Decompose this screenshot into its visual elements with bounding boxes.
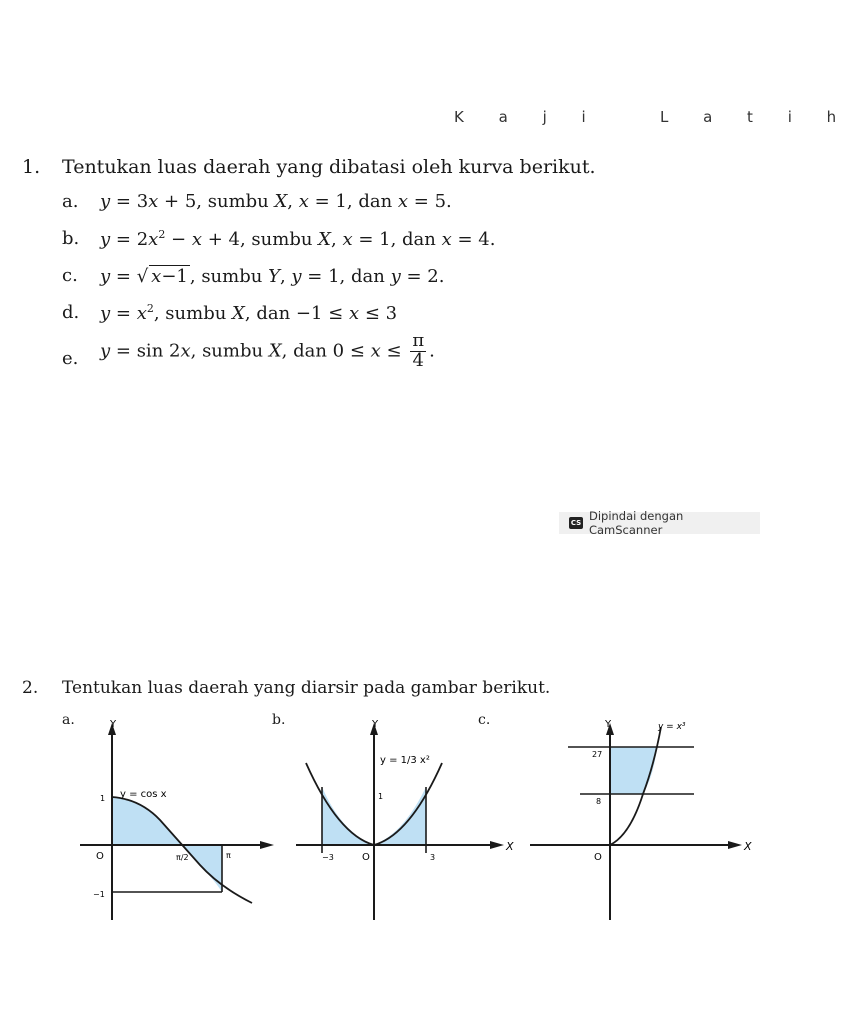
graph-c-curve-label: y = x³ <box>658 722 686 732</box>
graph-c-tick-8: 8 <box>596 797 602 806</box>
graph-c-tick-27: 27 <box>592 750 603 759</box>
graph-b-x-label: X <box>506 840 514 853</box>
graph-c-label: c. <box>478 712 491 728</box>
graph-a-tick-pi: π <box>226 851 231 860</box>
graph-b-x-arrow-icon <box>490 841 504 849</box>
graph-b-tick-neg3: −3 <box>322 853 334 862</box>
q1-item-b: $y = 2x^2 - x + 4$, sumbu X, x = 1, dan x = 4. <box>100 228 496 250</box>
question-1-number: 1. <box>22 156 41 178</box>
question-1-text: Tentukan luas daerah yang dibatasi oleh kurva berikut. <box>62 156 596 178</box>
graph-b-tick-3: 3 <box>430 853 436 862</box>
graph-b-tick-1: 1 <box>378 792 384 801</box>
graph-b-curve-label: y = 1/3 x² <box>380 755 430 766</box>
question-2-text: Tentukan luas daerah yang diarsir pada gambar berikut. <box>62 678 551 698</box>
graph-b-origin: O <box>362 852 370 863</box>
graph-a-shaded-region-positive <box>112 797 182 845</box>
graph-c-cubic <box>530 715 762 925</box>
q1-item-letter: b. <box>62 228 80 249</box>
graph-a-origin: O <box>96 851 104 862</box>
q1-item-d: $y = x^2$, sumbu X, dan −1 ≤ x ≤ 3 <box>100 302 398 324</box>
graph-c-y-label: Y <box>605 719 612 730</box>
graph-b-parabola <box>292 715 522 925</box>
q1-item-c: y = √ x−1 , sumbu Y, y = 1, dan y = 2. <box>100 266 445 287</box>
graph-a-label: a. <box>62 712 75 728</box>
graph-b-label: b. <box>272 712 286 728</box>
graph-c-origin: O <box>594 852 602 863</box>
watermark-text: Dipindai dengan CamScanner <box>588 509 684 537</box>
section-title: K a j i L a t i h <box>454 108 851 126</box>
graph-a-y-label: Y <box>110 719 117 730</box>
q1-item-letter: e. <box>62 348 79 369</box>
q1-item-letter: d. <box>62 302 80 323</box>
graph-a-tick-neg1: −1 <box>93 890 105 899</box>
q1-item-letter: a. <box>62 191 79 212</box>
question-2-number: 2. <box>22 678 39 698</box>
graph-a-x-arrow-icon <box>260 841 274 849</box>
camscanner-logo-icon: CS <box>570 519 582 527</box>
graph-a-tick-pi-half: π/2 <box>176 853 189 862</box>
camscanner-watermark <box>559 509 760 537</box>
q1-item-letter: c. <box>62 265 78 286</box>
graph-a-curve-label: y = cos x <box>120 789 167 800</box>
graph-b-shaded-region-left <box>322 787 374 845</box>
graph-a-tick-1: 1 <box>100 794 106 803</box>
graph-c-x-label: X <box>744 840 752 853</box>
q1-item-e: y = sin 2x, sumbu X, dan 0 ≤ x ≤ $\frac{\pi}{4}$ . <box>100 330 435 371</box>
graph-b-y-label: Y <box>372 719 379 730</box>
q1-item-a: y = 3x + 5, sumbu X, x = 1, dan x = 5. <box>100 191 452 212</box>
graph-a-cosine <box>80 715 280 925</box>
graph-c-x-arrow-icon <box>728 841 742 849</box>
